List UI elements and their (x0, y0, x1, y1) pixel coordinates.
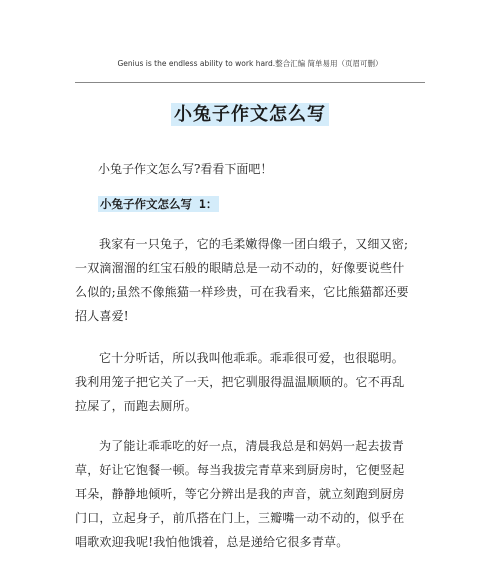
section-subheading (98, 196, 219, 212)
paragraph-line: 么似的;虽然不像熊猫一样珍贵，可在我看来，它比熊猫都还要 (75, 285, 409, 299)
paragraph-1 (75, 232, 425, 328)
paragraph-line: 我家有一只兔子，它的毛柔嫩得像一团白缎子，又细又密; (99, 237, 409, 251)
paragraph-line: 耳朵，静静地倾听，等它分辨出是我的声音，就立刻跑到厨房 (75, 487, 405, 501)
paragraph-2 (75, 346, 425, 418)
paragraph-line: 它十分听话，所以我叫他乖乖。乖乖很可爱，也很聪明。 (99, 351, 405, 365)
header-divider (75, 82, 425, 83)
intro-line: 小兔子作文怎么写?看看下面吧！ (98, 162, 273, 176)
document-title-text: 小兔子作文怎么写 (171, 103, 329, 126)
paragraph-line: 为了能让乖乖吃的好一点，清晨我总是和妈妈一起去拔青 (99, 439, 405, 453)
section-subheading-text: 小兔子作文怎么写 1： (100, 197, 218, 211)
paragraph-3 (75, 434, 425, 554)
document-title (0, 100, 500, 126)
paragraph-line: 招人喜爱! (75, 309, 129, 323)
paragraph-line: 一双滴溜溜的红宝石般的眼睛总是一动不动的，好像要说些什 (75, 261, 405, 275)
paragraph-line: 唱歌欢迎我呢!我怕他饿着，总是递给它很多青草。 (75, 535, 349, 549)
paragraph-line: 我利用笼子把它关了一天，把它驯服得温温顺顺的。它不再乱 (75, 375, 405, 389)
paragraph-line: 门口，立起身子，前爪搭在门上，三瓣嘴一动不动的，似乎在 (75, 511, 405, 525)
paragraph-line: 草，好让它饱餐一顿。每当我拔完青草来到厨房时，它便竖起 (75, 463, 405, 477)
page-header: Genius is the endless ability to work hard.整合汇编 简单易用（页眉可删） (117, 59, 383, 68)
paragraph-line: 拉屎了，而跑去厕所。 (75, 399, 198, 413)
